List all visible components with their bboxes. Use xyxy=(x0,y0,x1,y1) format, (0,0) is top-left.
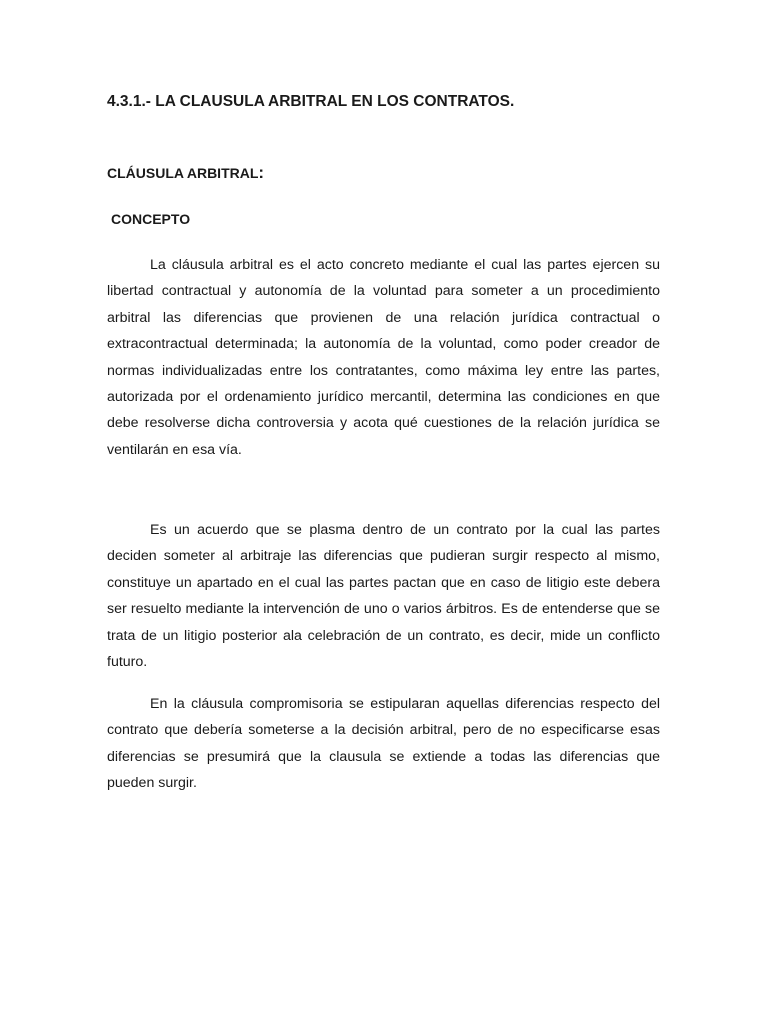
paragraph-1: La cláusula arbitral es el acto concreto mediante el cual las partes ejercen su libertad contractual y autonomía de la voluntad para someter a un procedimiento arbitral las diferencias que provienen de una relación jurídica contractual o extracontractual determinada; la autonomía de la voluntad, como poder creador de normas individualizadas entre los contratantes, como máxima ley entre las partes, autorizada por el ordenamiento jurídico mercantil, determina las condiciones en que debe resolverse dicha controversia y acota qué cuestiones de la relación jurídica se ventilarán en esa vía. xyxy=(107,257,660,458)
subtitle-colon: : xyxy=(258,163,265,182)
concept-heading: CONCEPTO xyxy=(111,211,191,227)
paragraph-2: Es un acuerdo que se plasma dentro de un contrato por la cual las partes deciden someter al arbitraje las diferencias que pudieran surgir respecto al mismo, constituye un apartado en el cual las partes pactan que en caso de litigio este debera ser resuelto mediante la intervención de uno o varios árbitros. Es de entenderse que se trata de un litigio posterior ala celebración de un contrato, es decir, mide un conflicto futuro. xyxy=(107,522,660,671)
section-subtitle xyxy=(107,163,264,183)
paragraph-3: En la cláusula compromisoria se estipularan aquellas diferencias respecto del contrato que debería someterse a la decisión arbitral, pero de no especificarse esas diferencias se presumirá que la clausula se extiende a todas las diferencias que pueden surgir. xyxy=(107,696,660,792)
document-title: 4.3.1.- LA CLAUSULA ARBITRAL EN LOS CONTRATOS. xyxy=(107,93,515,110)
subtitle-text: CLÁUSULA ARBITRAL xyxy=(107,165,259,181)
